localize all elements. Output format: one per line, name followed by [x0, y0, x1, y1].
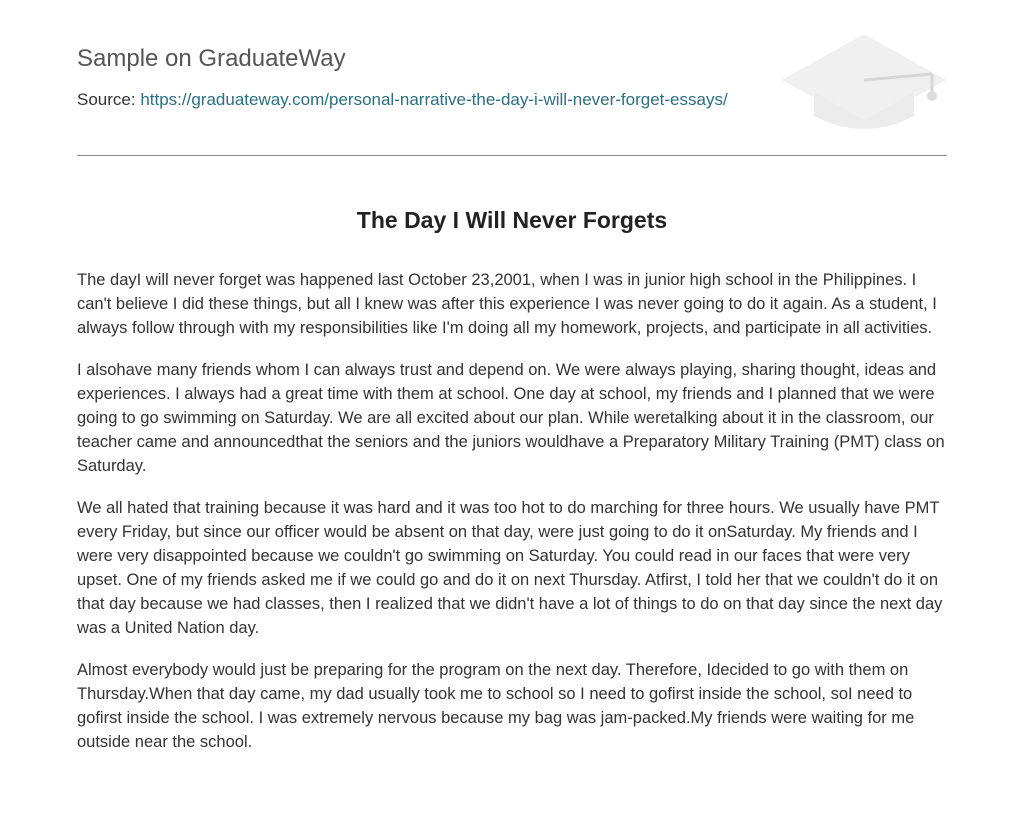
- essay-title: The Day I Will Never Forgets: [356, 207, 668, 233]
- essay-paragraph: The dayI will never forget was happened last October 23,2001, when I was in junior high school in the Philippines. I can't believe I did these things, but all I knew was after this experience I was never going to do it again. As a student, I always follow through with my responsibilities like I'm doing all my homework, projects, and participate in all activities.: [77, 271, 937, 337]
- source-line: [77, 89, 728, 111]
- source-link[interactable]: https://graduateway.com/personal-narrative-the-day-i-will-never-forget-essays/: [140, 90, 728, 109]
- graduation-cap-icon: [780, 30, 950, 132]
- header-divider: [77, 155, 947, 156]
- essay-paragraph: We all hated that training because it was hard and it was too hot to do marching for three hours. We usually have PMT every Friday, but since our officer would be absent on that day, were just going to do it onSaturday. My friends and I were very disappointed because we couldn't go swimming on Saturday. You could read in our faces that were very upset. One of my friends asked me if we could go and do it on next Thursday. Atfirst, I told her that we couldn't do it on that day because we had classes, then I realized that we didn't have a lot of things to do on that day since the next day was a United Nation day.: [77, 499, 943, 637]
- essay-paragraph: I alsohave many friends whom I can always trust and depend on. We were always playing, sharing thought, ideas and experiences. I always had a great time with them at school. One day at school, my friends and I planned that we were going to go swimming on Saturday. We are all excited about our plan. While weretalking about it in the classroom, our teacher came and announcedthat the seniors and the juniors wouldhave a Preparatory Military Training (PMT) class on Saturday.: [77, 361, 945, 475]
- essay-paragraph: Almost everybody would just be preparing for the program on the next day. Therefore, Idecided to go with them on Thursday.When that day came, my dad usually took me to school so I need to gofirst inside the school, soI need to gofirst inside the school. I was extremely nervous because my bag was jam-packed.My friends were waiting for me outside near the school.: [77, 661, 915, 751]
- site-title: Sample on GraduateWay: [77, 45, 346, 72]
- essay-body: [77, 268, 947, 772]
- source-label: Source:: [77, 90, 136, 109]
